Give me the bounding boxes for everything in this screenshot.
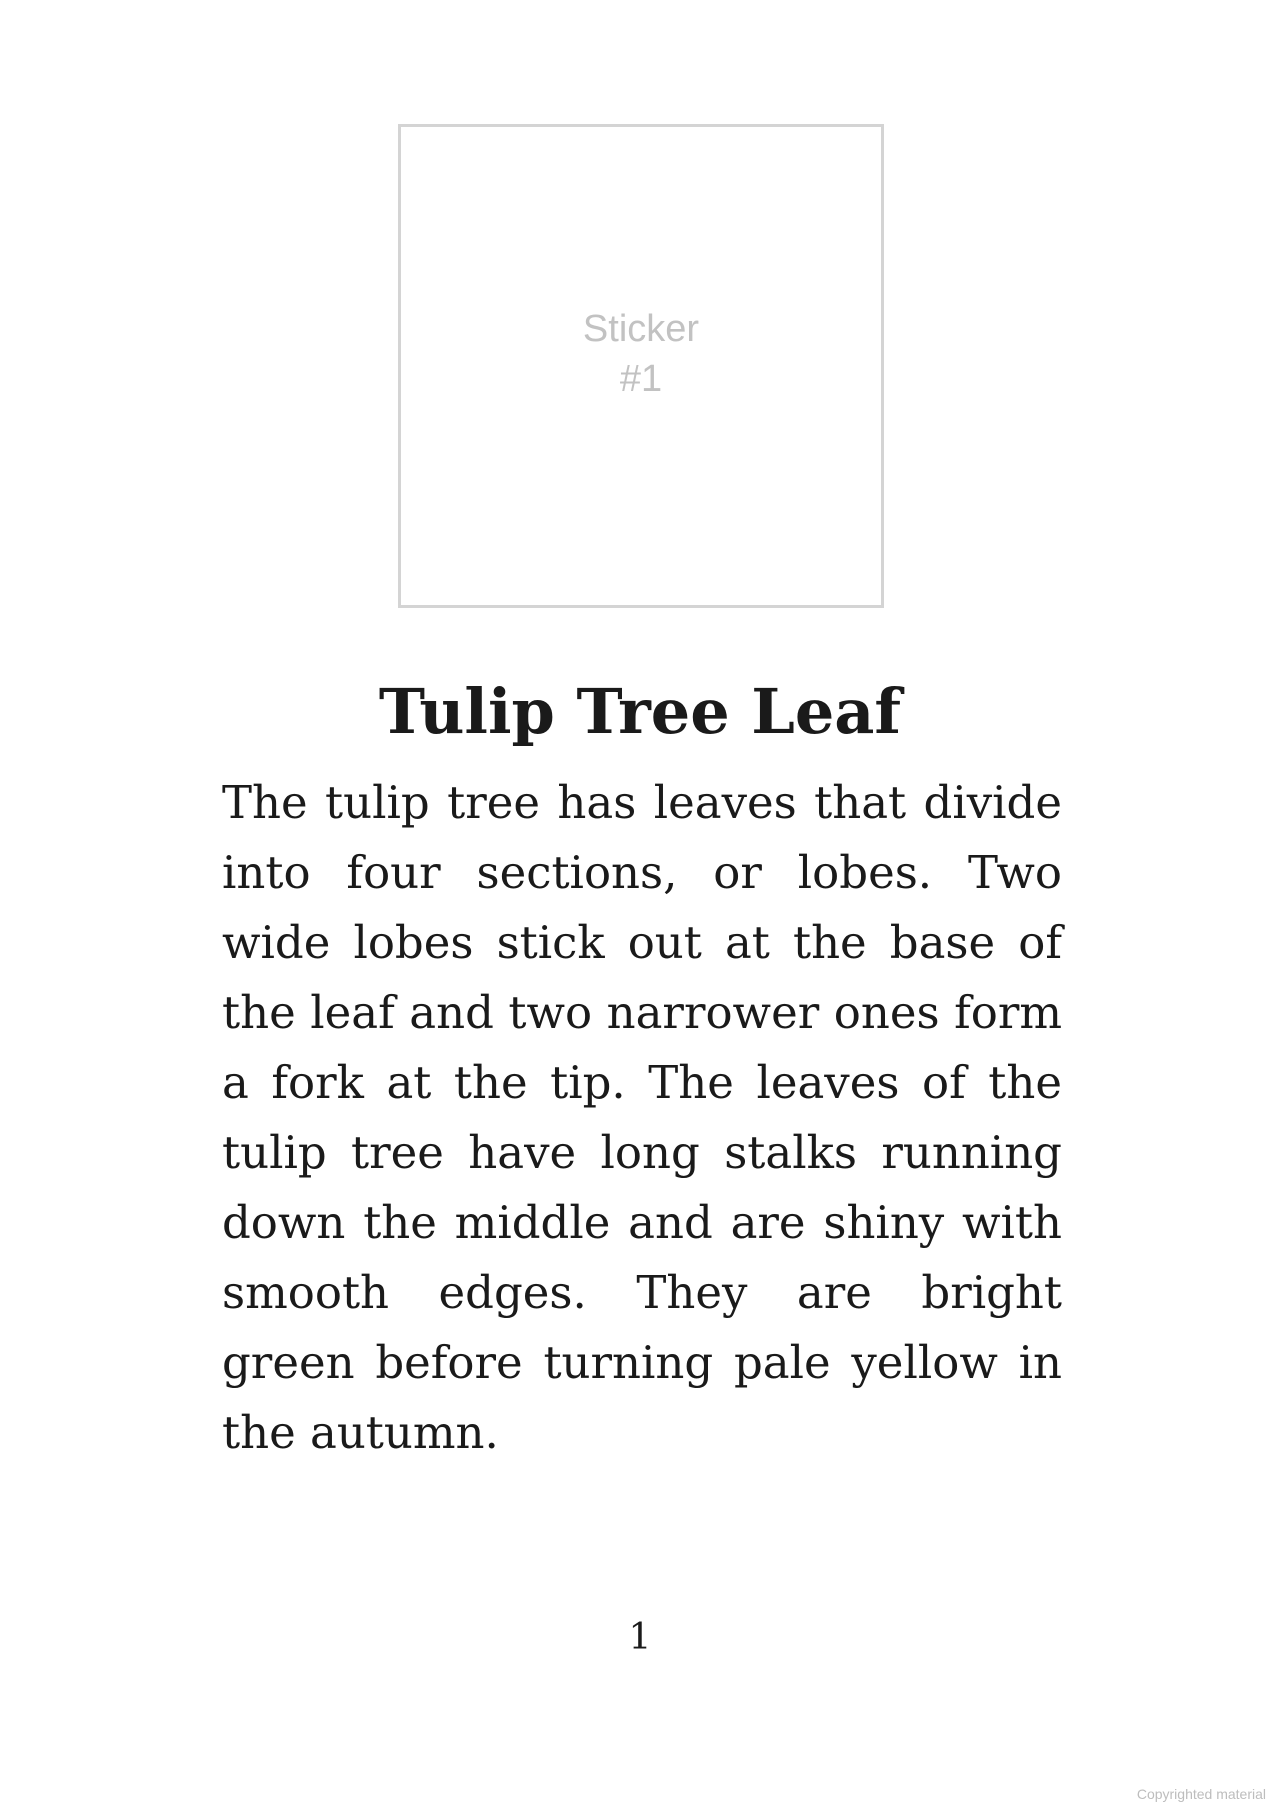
sticker-label bbox=[583, 304, 699, 404]
copyright-notice: Copyrighted material bbox=[1136, 1786, 1266, 1802]
body-paragraph: The tulip tree has leaves that divide into four sections, or lobes. Two wide lobes stick out at the base of the leaf and two narrower ones form a fork at the tip. The leaves of the tulip tree have long stalks running down the middle and are shiny with smooth edges. They are bright green before turning pale yellow in the autumn. bbox=[222, 776, 1062, 1459]
sticker-label-word: Sticker bbox=[582, 308, 700, 350]
sticker-label-number: #1 bbox=[619, 358, 663, 400]
page-title: Tulip Tree Leaf bbox=[378, 675, 902, 748]
page-number: 1 bbox=[628, 1617, 652, 1658]
sticker-placeholder bbox=[398, 124, 884, 608]
